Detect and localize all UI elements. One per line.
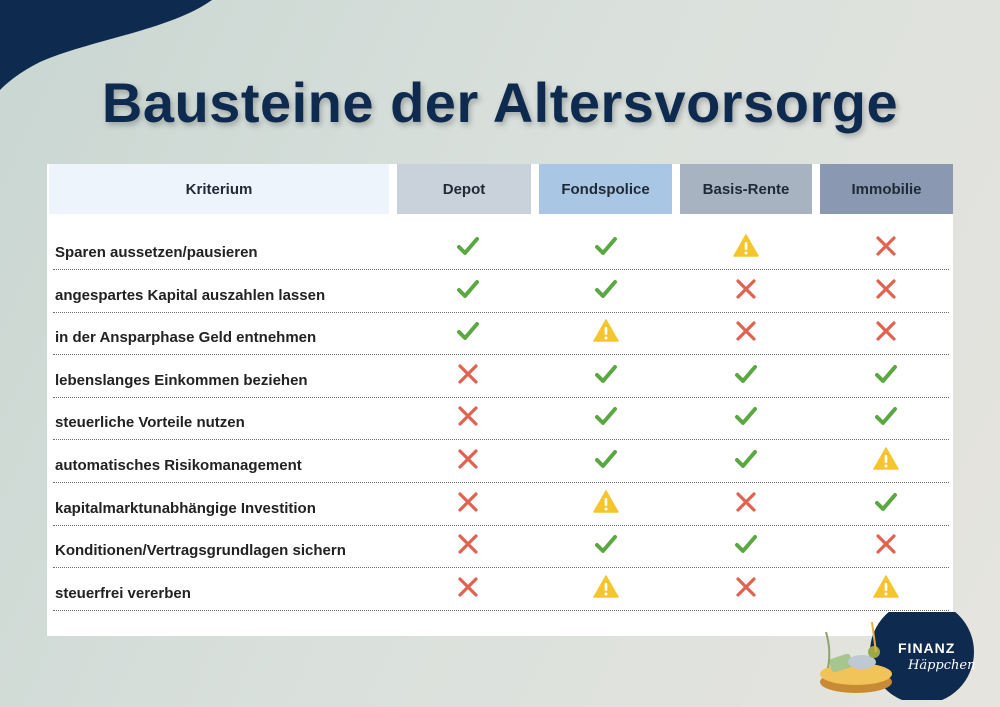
cross-icon bbox=[455, 446, 481, 472]
warning-icon bbox=[593, 574, 619, 600]
logo-graphic bbox=[812, 612, 982, 700]
table-row bbox=[53, 355, 949, 398]
header-basis-rente: Basis-Rente bbox=[680, 164, 812, 214]
check-icon bbox=[873, 489, 899, 515]
logo-text-finanz: FINANZ bbox=[898, 640, 956, 656]
criterion-label: steuerliche Vorteile nutzen bbox=[55, 414, 245, 432]
cross-icon bbox=[873, 276, 899, 302]
logo-text-haeppchen: Häppchen bbox=[908, 658, 976, 673]
warning-icon bbox=[873, 574, 899, 600]
check-icon bbox=[593, 276, 619, 302]
comparison-table bbox=[47, 164, 953, 636]
check-icon bbox=[593, 233, 619, 259]
cross-icon bbox=[455, 574, 481, 600]
cross-icon bbox=[455, 403, 481, 429]
criterion-label: in der Ansparphase Geld entnehmen bbox=[55, 329, 317, 347]
header-fondspolice: Fondspolice bbox=[539, 164, 672, 214]
header-depot: Depot bbox=[397, 164, 531, 214]
cross-icon bbox=[733, 574, 759, 600]
finanz-haeppchen-logo bbox=[812, 612, 982, 700]
check-icon bbox=[733, 361, 759, 387]
cross-icon bbox=[873, 318, 899, 344]
cross-icon bbox=[873, 531, 899, 557]
cross-icon bbox=[455, 531, 481, 557]
criterion-label: steuerfrei vererben bbox=[55, 584, 191, 602]
cross-icon bbox=[873, 233, 899, 259]
header-immobilie: Immobilie bbox=[820, 164, 953, 214]
check-icon bbox=[733, 403, 759, 429]
table-row bbox=[53, 270, 949, 313]
check-icon bbox=[455, 318, 481, 344]
table-row bbox=[53, 568, 949, 611]
check-icon bbox=[593, 446, 619, 472]
table-row bbox=[53, 397, 949, 440]
cross-icon bbox=[455, 361, 481, 387]
check-icon bbox=[873, 361, 899, 387]
check-icon bbox=[593, 403, 619, 429]
cross-icon bbox=[733, 318, 759, 344]
check-icon bbox=[455, 233, 481, 259]
table-row bbox=[53, 440, 949, 483]
cross-icon bbox=[733, 276, 759, 302]
page-title: Bausteine der Altersvorsorge bbox=[101, 71, 899, 134]
criterion-label: kapitalmarktunabhängige Investition bbox=[55, 499, 316, 517]
criterion-label: Konditionen/Vertragsgrundlagen sichern bbox=[55, 542, 346, 560]
table-row bbox=[53, 483, 949, 526]
warning-icon bbox=[593, 489, 619, 515]
warning-icon bbox=[873, 446, 899, 472]
criterion-label: lebenslanges Einkommen beziehen bbox=[55, 371, 308, 389]
check-icon bbox=[733, 531, 759, 557]
check-icon bbox=[455, 276, 481, 302]
cross-icon bbox=[733, 489, 759, 515]
check-icon bbox=[593, 361, 619, 387]
table-row bbox=[53, 227, 949, 270]
warning-icon bbox=[593, 318, 619, 344]
criterion-label: Sparen aussetzen/pausieren bbox=[55, 244, 258, 261]
warning-icon bbox=[733, 233, 759, 259]
table-row bbox=[53, 525, 949, 568]
criterion-label: angespartes Kapital auszahlen lassen bbox=[55, 286, 326, 304]
cross-icon bbox=[455, 489, 481, 515]
check-icon bbox=[733, 446, 759, 472]
criterion-label: automatisches Risikomanagement bbox=[55, 457, 302, 474]
check-icon bbox=[593, 531, 619, 557]
table-row bbox=[53, 312, 949, 355]
check-icon bbox=[873, 403, 899, 429]
header-kriterium: Kriterium bbox=[49, 164, 389, 214]
